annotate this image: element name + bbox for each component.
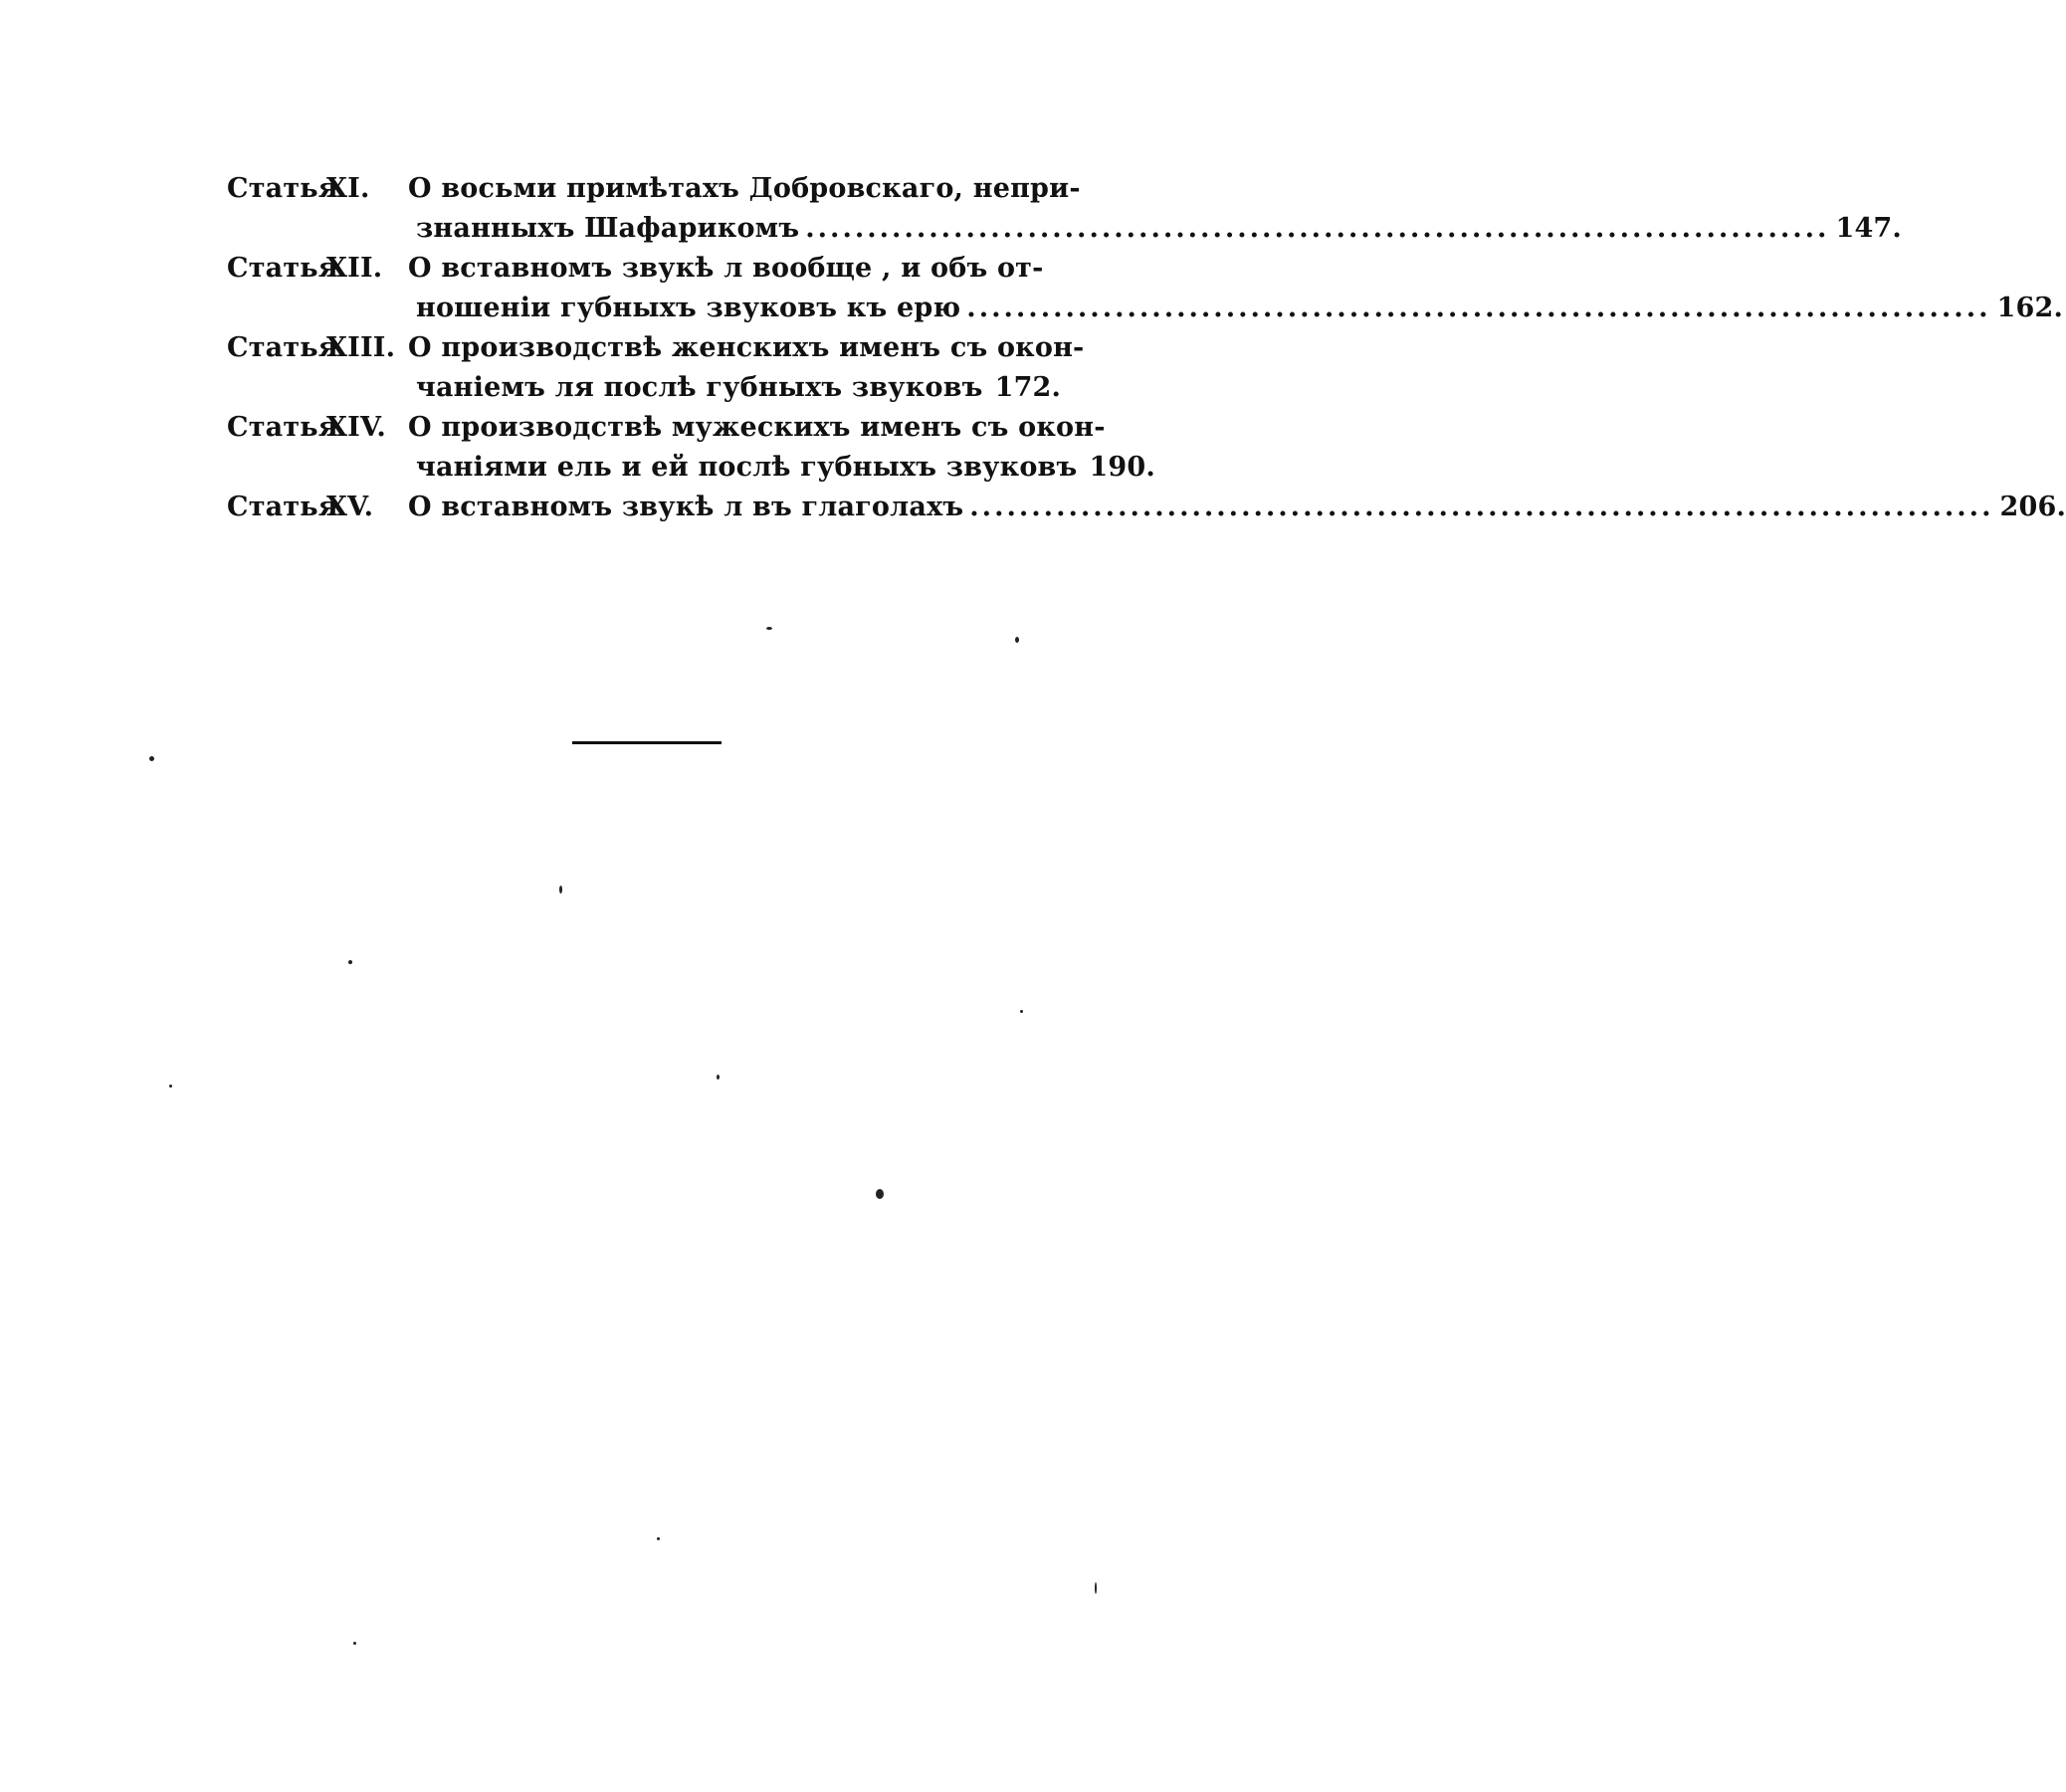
toc-entry-continuation [227,368,1062,408]
section-divider-rule [572,741,722,744]
article-label: Статья [227,173,338,204]
speck [149,756,154,761]
toc-entry-line [227,488,2066,527]
speck [657,1537,660,1540]
article-title-continuation: знанныхъ Шафарикомъ [416,213,800,244]
toc-entry-line [227,169,1081,209]
speck [169,1085,172,1088]
toc-entry-line [227,408,1106,448]
toc-entry-xiii [227,328,1085,408]
article-number: XV. [326,492,374,522]
speck [766,627,772,630]
article-title-continuation: ношеніи губныхъ звуковъ къ ерю [416,293,961,323]
toc-entry-xii [227,249,2064,328]
toc-entry-xi [227,169,1903,249]
speck [1095,1582,1097,1594]
article-title-continuation: чаніями ель и ей послѣ губныхъ звуковъ [416,452,1078,483]
article-title: О производствѣ женскихъ именъ съ окон- [408,332,1085,363]
toc-entry-continuation [227,448,1155,488]
toc-entry-xv [227,488,2066,527]
article-number: XII. [326,253,383,284]
page-number: 190. [1089,452,1155,483]
article-title: О производствѣ мужескихъ именъ съ окон- [408,412,1106,443]
article-label: Статья [227,492,338,522]
toc-entry-continuation [227,289,2064,328]
speck [1020,1010,1023,1013]
speck [559,886,562,894]
page-number: 172. [994,372,1062,403]
speck [876,1189,884,1199]
table-of-contents [227,169,2066,527]
article-number: XI. [326,173,370,204]
article-label: Статья [227,412,338,443]
dot-leader: ................................................................................... [805,213,1830,244]
article-title: О восьми примѣтахъ Добровскаго, непри- [408,173,1081,204]
page-number: 206. [1999,492,2066,522]
toc-entry-line [227,249,1055,289]
dot-leader: ................................................................................... [966,293,1991,323]
speck [353,1642,356,1645]
speck [1015,637,1019,643]
article-number: XIV. [326,412,387,443]
article-label: Статья [227,332,338,363]
toc-entry-xiv [227,408,1155,488]
speck [348,960,352,964]
toc-entry-continuation [227,209,1903,249]
toc-entry-line [227,328,1085,368]
dot-leader: ................................................................................... [969,492,1994,522]
page-number: 162. [1996,293,2064,323]
speck [717,1075,720,1080]
page-number: 147. [1835,213,1903,244]
article-title-continuation: чаніемъ ля послѣ губныхъ звуковъ [416,372,983,403]
article-title: О вставномъ звукѣ л вообще , и объ от- [408,253,1044,284]
article-label: Статья [227,253,338,284]
article-title: О вставномъ звукѣ л въ глаголахъ [408,492,964,522]
article-number: XIII. [326,332,396,363]
